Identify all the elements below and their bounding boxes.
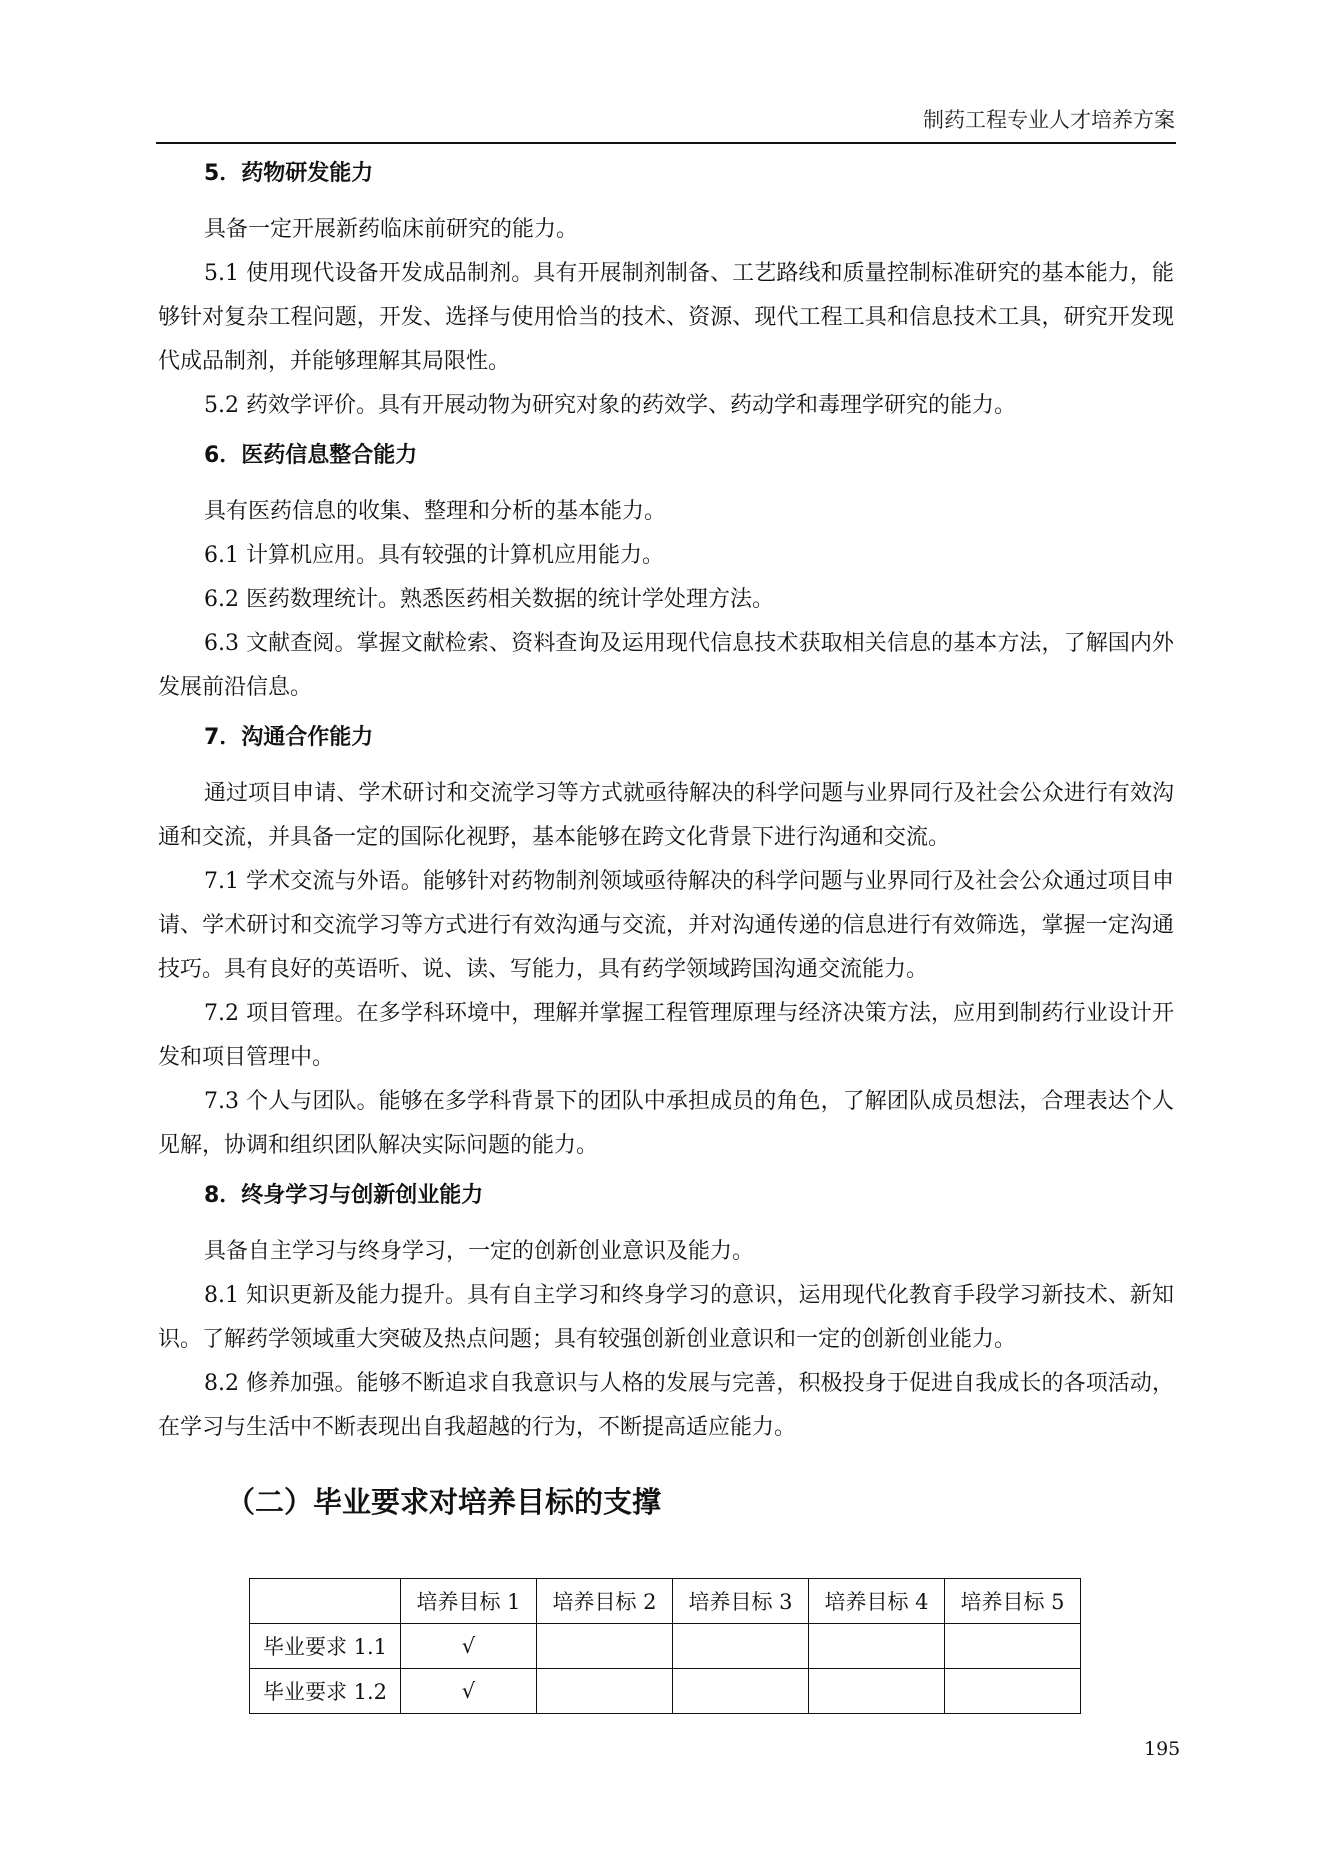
paragraph: 5.2 药效学评价。具有开展动物为研究对象的药效学、药动学和毒理学研究的能力。 [204, 393, 1016, 418]
table-cell [945, 1669, 1081, 1714]
paragraph: 6.3 文献查阅。掌握文献检索、资料查询及运用现代信息技术获取相关信息的基本方法，了解国内外发展前沿信息。 [158, 631, 1174, 700]
column-header-goal-5: 培养目标 5 [945, 1579, 1081, 1624]
support-matrix-table [249, 1578, 1081, 1714]
support-section-heading: （二）毕业要求对培养目标的支撑 [226, 1485, 662, 1519]
page-number: 195 [1144, 1738, 1181, 1760]
paragraph: 7.2 项目管理。在多学科环境中，理解并掌握工程管理原理与经济决策方法，应用到制药行业设计开发和项目管理中。 [158, 1001, 1174, 1070]
table-cell [809, 1624, 945, 1669]
column-header-goal-3: 培养目标 3 [673, 1579, 809, 1624]
row-label: 毕业要求 1.2 [250, 1669, 401, 1714]
table-cell [809, 1669, 945, 1714]
body-content [158, 152, 1174, 1528]
table-cell: √ [401, 1624, 537, 1669]
paragraph: 8.1 知识更新及能力提升。具有自主学习和终身学习的意识，运用现代化教育手段学习新技术、新知识。了解药学领域重大突破及热点问题；具有较强创新创业意识和一定的创新创业能力。 [158, 1283, 1174, 1352]
paragraph: 8.2 修养加强。能够不断追求自我意识与人格的发展与完善，积极投身于促进自我成长的各项活动，在学习与生活中不断表现出自我超越的行为，不断提高适应能力。 [158, 1371, 1174, 1440]
paragraph: 具备自主学习与终身学习，一定的创新创业意识及能力。 [204, 1239, 755, 1264]
column-header-goal-4: 培养目标 4 [809, 1579, 945, 1624]
table-cell [945, 1624, 1081, 1669]
column-header-goal-2: 培养目标 2 [537, 1579, 673, 1624]
table-cell [537, 1669, 673, 1714]
section-heading: 6．医药信息整合能力 [204, 443, 418, 468]
table-cell [537, 1624, 673, 1669]
section-heading: 7．沟通合作能力 [204, 725, 374, 750]
section-heading: 5．药物研发能力 [204, 161, 374, 186]
table-corner-cell [250, 1579, 401, 1624]
table-cell [673, 1624, 809, 1669]
paragraph: 7.3 个人与团队。能够在多学科背景下的团队中承担成员的角色，了解团队成员想法，合理表达个人见解，协调和组织团队解决实际问题的能力。 [158, 1089, 1174, 1158]
column-header-goal-1: 培养目标 1 [401, 1579, 537, 1624]
header-divider [156, 142, 1176, 144]
paragraph: 6.2 医药数理统计。熟悉医药相关数据的统计学处理方法。 [204, 587, 774, 612]
table-header-row [250, 1579, 1081, 1624]
section-heading: 8．终身学习与创新创业能力 [204, 1183, 484, 1208]
table-cell [673, 1669, 809, 1714]
paragraph: 具备一定开展新药临床前研究的能力。 [204, 217, 579, 242]
paragraph: 6.1 计算机应用。具有较强的计算机应用能力。 [204, 543, 664, 568]
row-label: 毕业要求 1.1 [250, 1624, 401, 1669]
table-cell: √ [401, 1669, 537, 1714]
table-row [250, 1669, 1081, 1714]
paragraph: 具有医药信息的收集、整理和分析的基本能力。 [204, 499, 667, 524]
paragraph: 5.1 使用现代设备开发成品制剂。具有开展制剂制备、工艺路线和质量控制标准研究的基本能力，能够针对复杂工程问题，开发、选择与使用恰当的技术、资源、现代工程工具和信息技术工具，研究开发现代成品制剂，并能够理解其局限性。 [158, 261, 1174, 374]
paragraph: 通过项目申请、学术研讨和交流学习等方式就亟待解决的科学问题与业界同行及社会公众进行有效沟通和交流，并具备一定的国际化视野，基本能够在跨文化背景下进行沟通和交流。 [158, 781, 1174, 850]
table-row [250, 1624, 1081, 1669]
running-header-title: 制药工程专业人才培养方案 [923, 108, 1175, 132]
paragraph: 7.1 学术交流与外语。能够针对药物制剂领域亟待解决的科学问题与业界同行及社会公众通过项目申请、学术研讨和交流学习等方式进行有效沟通与交流，并对沟通传递的信息进行有效筛选，掌握一定沟通技巧。具有良好的英语听、说、读、写能力，具有药学领域跨国沟通交流能力。 [158, 869, 1174, 982]
